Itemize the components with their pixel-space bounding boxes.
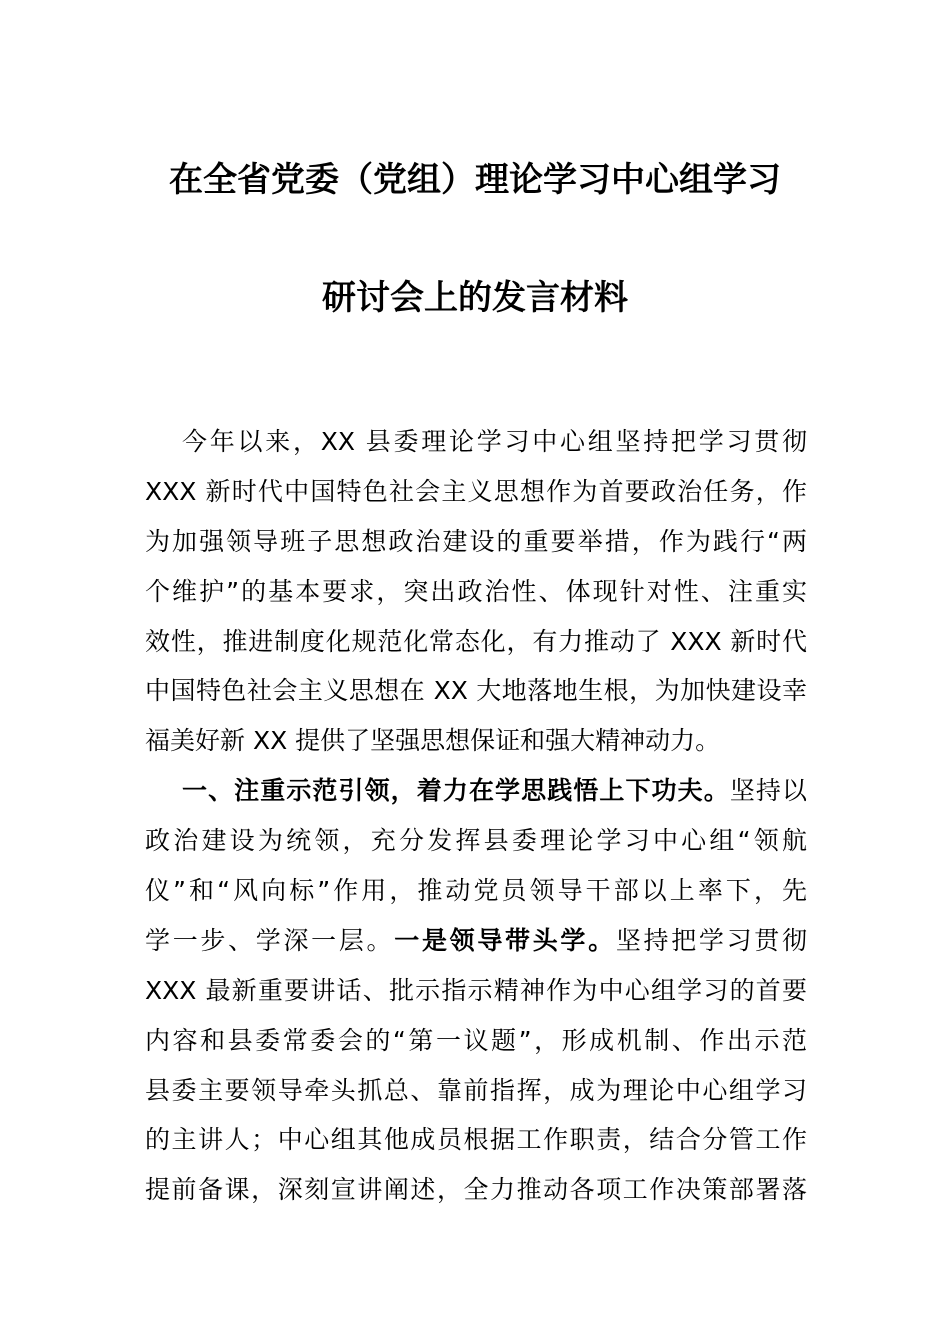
text-line: 今年以来，XX 县委理论学习中心组坚持把学习贯彻 [182,427,807,456]
text-line: 中国特色社会主义思想在 XX 大地落地生根，为加快建设幸 [145,676,807,706]
document-body [145,417,807,1215]
section-heading-tail: 坚持以 [729,776,807,806]
text-segment: 学一步、学深一层。 [145,925,395,955]
text-line: XXX 新时代中国特色社会主义思想作为首要政治任务，作 [145,476,807,506]
text-line: 仪”和“风向标”作用，推动党员领导干部以上率下，先 [145,876,807,906]
text-line: 的主讲人；中心组其他成员根据工作职责，结合分管工作 [145,1125,807,1155]
document-title-line-2: 研讨会上的发言材料 [322,278,628,318]
text-line: XXX 最新重要讲话、批示指示精神作为中心组学习的首要 [145,975,807,1005]
text-line: 政治建设为统领，充分发挥县委理论学习中心组“领航 [145,826,807,856]
document-title-line-1: 在全省党委（党组）理论学习中心组学习 [169,160,781,200]
paragraph-intro [145,417,807,766]
sub-heading-tail: 坚持把学习贯彻 [615,925,807,955]
text-line: 福美好新 XX 提供了坚强思想保证和强大精神动力。 [145,726,721,756]
text-line: 为加强领导班子思想政治建设的重要举措，作为践行“两 [145,526,807,556]
text-line [145,766,807,816]
sub-heading: 一是领导带头学。 [394,925,616,955]
text-line: 个维护”的基本要求，突出政治性、体现针对性、注重实 [145,576,807,606]
paragraph-section-1 [145,766,807,1215]
text-line: 县委主要领导牵头抓总、靠前指挥，成为理论中心组学习 [145,1075,807,1105]
text-line: 效性，推进制度化规范化常态化，有力推动了 XXX 新时代 [145,626,807,656]
text-line: 内容和县委常委会的“第一议题”，形成机制、作出示范 [145,1025,807,1055]
text-line: 提前备课，深刻宣讲阐述，全力推动各项工作决策部署落 [145,1175,807,1205]
section-heading: 一、注重示范引领，着力在学思践悟上下功夫。 [182,776,730,806]
text-line [145,916,807,966]
